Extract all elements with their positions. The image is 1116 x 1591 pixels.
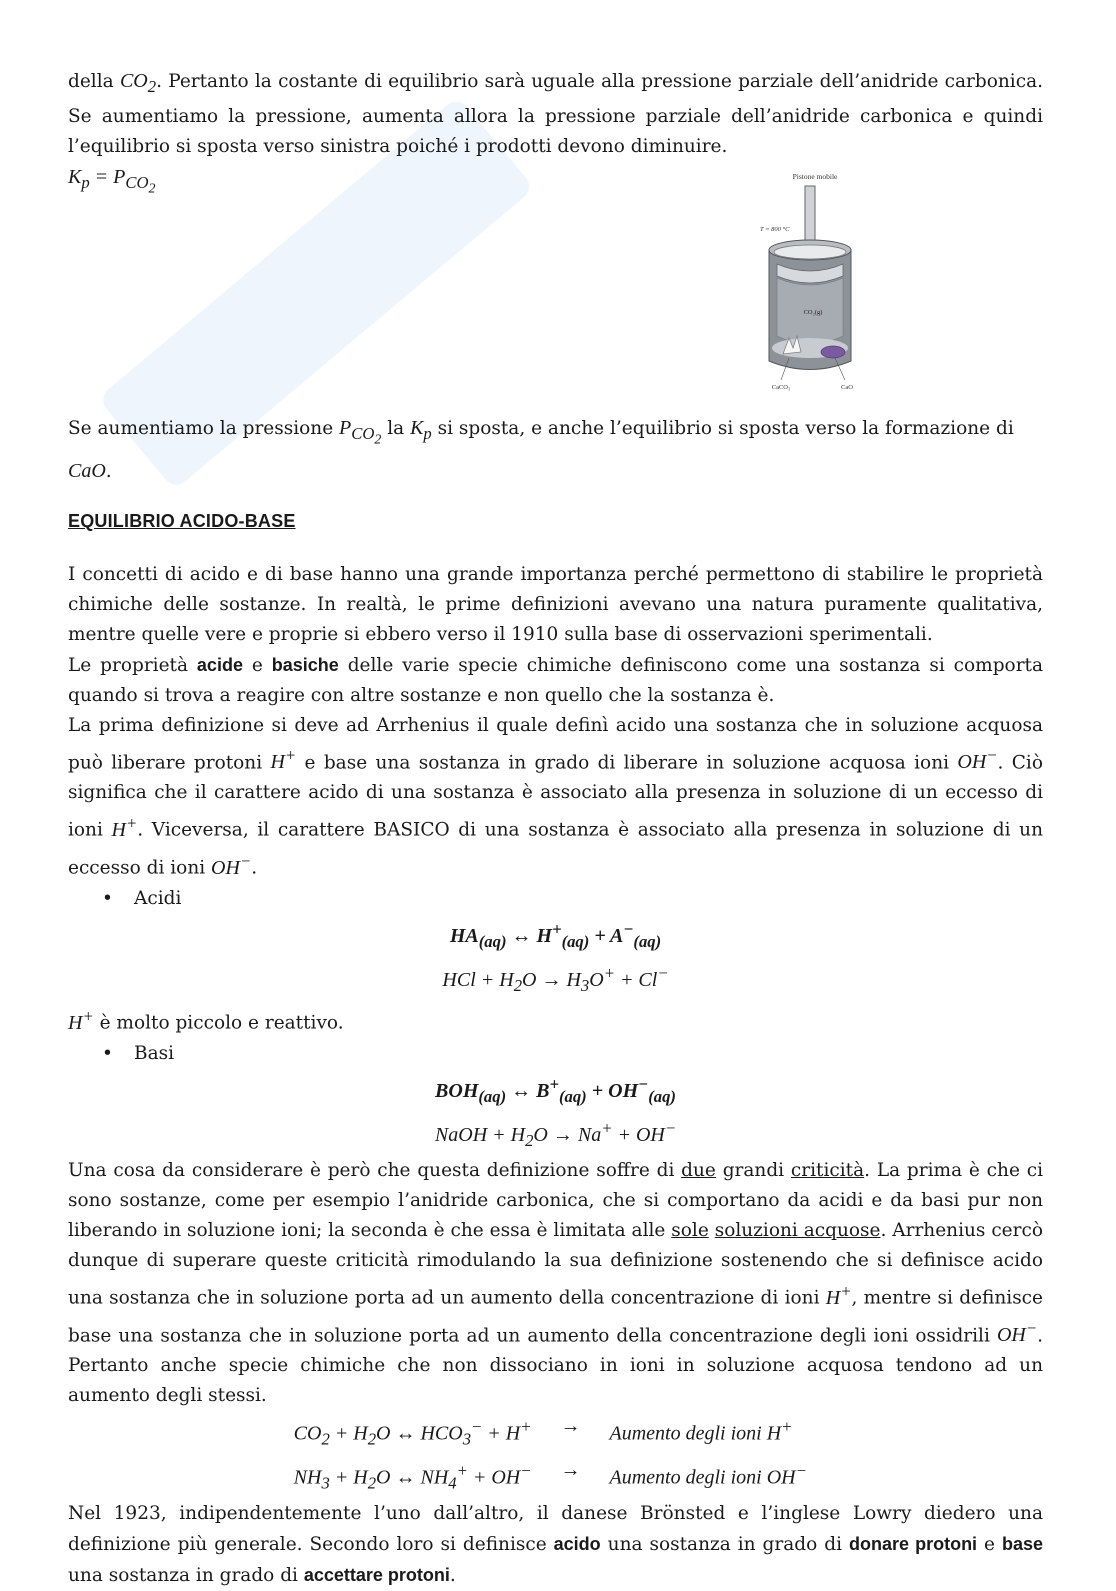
figure-gap	[68, 204, 1043, 413]
piston-cylinder-figure	[755, 166, 865, 401]
paragraph-criticities: Una cosa da considerare è però che questa definizione soffre di due grandi criticità. La prima è che ci sono sostanze, come per esempio l’anidride carbonica, che si comportano da acidi e da basi pur non liberando in soluzione ioni; la seconda è che essa è limitata alle sole soluzioni acquose. Arrhenius cercò dunque di superare queste criticità rimodulando la sua definizione sostenendo che si definisce acido una sostanza che in soluzione porta ad un aumento della concentrazione di ioni H+, mentre si definisce base una sostanza che in soluzione porta ad un aumento della concentrazione degli ioni ossidrili OH−. Pertanto anche specie chimiche che non dissociano in ioni in soluzione acquosa tendono ad un aumento degli stessi.	[68, 1159, 1043, 1407]
figure-label-temp: T = 800 °C	[760, 226, 790, 233]
section-heading: EQUILIBRIO ACIDO-BASE	[68, 510, 296, 531]
reaction-nh3: $NH_3 + H_2O$ ↔ $NH_4^+ + OH^-$ → Aumento degli ioni OH−	[293, 1458, 807, 1493]
paragraph-bronsted-lowry: Nel 1923, indipendentemente l’uno dall’altro, il danese Brönsted e l’inglese Lowry diedero una definizione più generale. Secondo loro si definisce acido una sostanza in grado di donare protoni e base una sostanza in grado di accettare protoni.	[68, 1502, 1043, 1586]
paragraph-intro-acid-base: I concetti di acido e di base hanno una grande importanza perché permettono di stabilire le proprietà chimiche delle sostanze. In realtà, le prime definizioni avevano una natura puramente qualitativa, mentre quelle vere e proprie si ebbero verso il 1910 sulla base di osservazioni sperimentali.	[68, 563, 1043, 645]
intro-paragraph: della $CO_2$. Pertanto la costante di equilibrio sarà uguale alla pressione parziale dell’anidride carbonica. Se aumentiamo la pressione, aumenta allora la pressione parziale dell’anidride carbonica e quindi l’equilibrio si sposta verso sinistra poiché i prodotti devono diminuire.	[68, 70, 1043, 157]
cylinder-inner	[774, 245, 846, 259]
equation-base-general: $BOH_{(aq)}$ ↔ $B^+_{(aq)} + OH^-_{(aq)}$	[435, 1074, 676, 1107]
figure-label-piston: Pistone mobile	[792, 172, 838, 181]
figure-label-cao: CaO	[841, 384, 853, 391]
figure-label-caco3: CaCO₃	[771, 384, 791, 391]
hplus-note: H+ è molto piccolo e reattivo.	[68, 1005, 344, 1034]
equation-naoh: NaOH + $H_2O \to Na^+ + OH^-$	[434, 1118, 677, 1150]
equation-hcl: HCl + $H_2O \to H_3O^+ + Cl^-$	[442, 963, 669, 995]
equation-acid-general: $HA_{(aq)}$ ↔ $H^+_{(aq)} + A^-_{(aq)}$	[449, 919, 662, 952]
document-page	[68, 66, 1043, 1591]
after-figure-paragraph: Se aumentiamo la pressione $P_{CO_2}$ la $K_p$ si sposta, e anche l’equilibrio si sposta verso la formazione di CaO.	[68, 417, 1014, 482]
kp-formula: $K_p = P_{CO_2}$	[68, 166, 156, 197]
paragraph-properties: Le proprietà acide e basiche delle varie specie chimiche definiscono come una sostanza si comporta quando si trova a reagire con altre sostanze e non quello che la sostanza è.	[68, 654, 1043, 706]
figure-label-gas: CO₂(g)	[803, 309, 823, 316]
reaction-co2: $CO_2 + H_2O$ ↔ $HCO_3^- + H^+$ → Aumento degli ioni H+	[293, 1415, 793, 1449]
bullet-acids: • Acidi	[68, 884, 1043, 914]
bullet-bases: • Basi	[68, 1039, 1043, 1069]
paragraph-arrhenius: La prima definizione si deve ad Arrhenius il quale definì acido una sostanza che in soluzione acquosa può liberare protoni H+ e base una sostanza in grado di liberare in soluzione acquosa ioni OH−. Ciò significa che il carattere acido di una sostanza è associato alla presenza in soluzione di un eccesso di ioni H+. Viceversa, il carattere BASICO di una sostanza è associato alla presenza in soluzione di un eccesso di ioni OH−.	[68, 714, 1043, 879]
cao-blob	[821, 346, 845, 358]
